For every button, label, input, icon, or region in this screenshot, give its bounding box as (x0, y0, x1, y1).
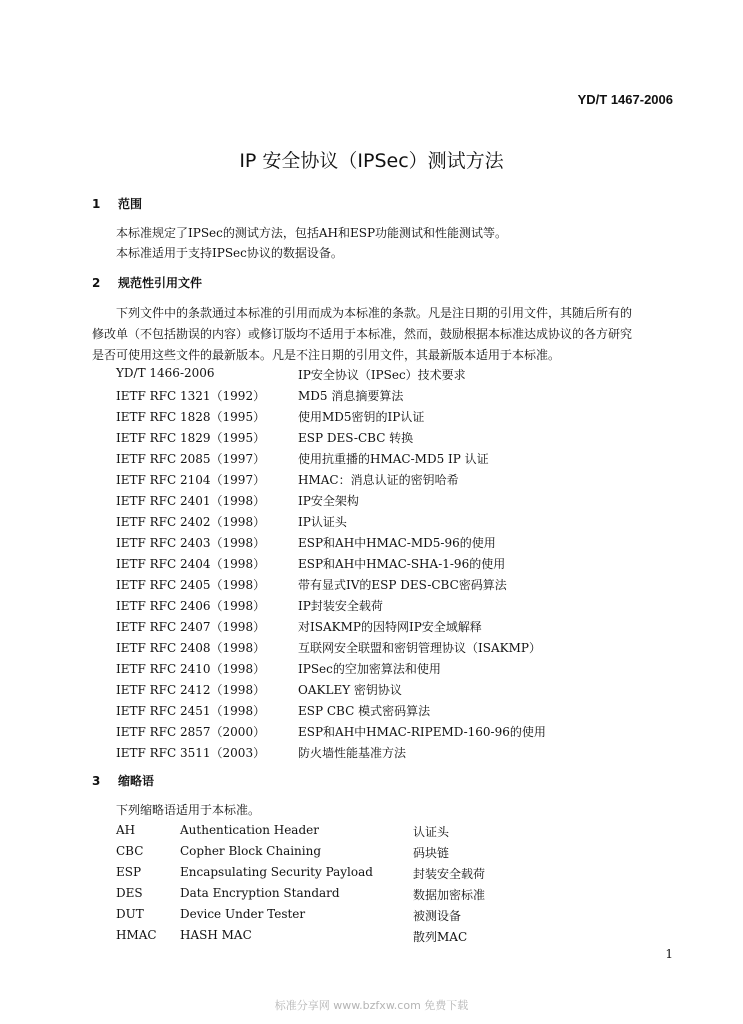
reference-name: IP封装安全载荷 (298, 599, 383, 613)
reference-name: IP安全协议（IPSec）技术要求 (298, 368, 466, 382)
reference-name: OAKLEY 密钥协议 (298, 683, 402, 697)
reference-code: IETF RFC 2402（1998） (116, 515, 266, 529)
abbreviation-chinese: 封装安全载荷 (413, 867, 486, 881)
reference-code: IETF RFC 2410（1998） (116, 662, 266, 676)
reference-name: 防火墙性能基准方法 (298, 746, 407, 760)
abbreviation-english: HASH MAC (180, 928, 252, 942)
reference-code: IETF RFC 2401（1998） (116, 494, 266, 508)
references-intro-line-2: 修改单（不包括勘误的内容）或修订版均不适用于本标准，然而，鼓励根据本标准达成协议的各方研究 (92, 327, 633, 341)
reference-code: IETF RFC 2406（1998） (116, 599, 266, 613)
abbreviation-chinese: 认证头 (413, 825, 450, 839)
scope-paragraph-2: 本标准适用于支持IPSec协议的数据设备。 (116, 246, 343, 260)
reference-name: ESP和AH中HMAC-RIPEMD-160-96的使用 (298, 725, 546, 739)
abbreviation: HMAC (116, 928, 157, 942)
reference-code: IETF RFC 2412（1998） (116, 683, 266, 697)
reference-code: IETF RFC 1321（1992） (116, 389, 266, 403)
reference-code: IETF RFC 2451（1998） (116, 704, 266, 718)
reference-code: IETF RFC 2407（1998） (116, 620, 266, 634)
reference-code: IETF RFC 2403（1998） (116, 536, 266, 550)
watermark-footer: 标准分享网 www.bzfxw.com 免费下载 (274, 999, 469, 1012)
reference-name: IPSec的空加密算法和使用 (298, 662, 441, 676)
reference-name: 互联网安全联盟和密钥管理协议（ISAKMP） (298, 641, 541, 655)
reference-code: IETF RFC 1829（1995） (116, 431, 266, 445)
reference-name: IP安全架构 (298, 494, 359, 508)
reference-name: ESP和AH中HMAC-SHA-1-96的使用 (298, 557, 506, 571)
document-title: IP 安全协议（IPSec）测试方法 (239, 150, 504, 172)
reference-code: IETF RFC 2857（2000） (116, 725, 266, 739)
reference-code: IETF RFC 2408（1998） (116, 641, 266, 655)
reference-code: IETF RFC 2104（1997） (116, 473, 266, 487)
reference-code: IETF RFC 2404（1998） (116, 557, 266, 571)
references-intro-line-1: 下列文件中的条款通过本标准的引用而成为本标准的条款。凡是注日期的引用文件，其随后所有的 (116, 306, 633, 320)
reference-name: 对ISAKMP的因特网IP安全域解释 (298, 620, 482, 634)
abbreviation: CBC (116, 844, 144, 858)
reference-name: IP认证头 (298, 515, 347, 529)
section-3-heading (92, 772, 154, 789)
section-title: 范围 (118, 197, 143, 211)
reference-name: HMAC：消息认证的密钥哈希 (298, 473, 459, 487)
section-number: 3 (92, 774, 101, 788)
reference-name: ESP CBC 模式密码算法 (298, 704, 431, 718)
abbreviation-english: Copher Block Chaining (180, 844, 322, 858)
reference-code: IETF RFC 2085（1997） (116, 452, 266, 466)
abbreviation-english: Authentication Header (180, 823, 319, 837)
reference-name: 使用抗重播的HMAC-MD5 IP 认证 (298, 452, 489, 466)
reference-name: 带有显式IV的ESP DES-CBC密码算法 (298, 578, 507, 592)
reference-code: YD/T 1466-2006 (116, 366, 215, 380)
reference-code: IETF RFC 1828（1995） (116, 410, 266, 424)
reference-name: ESP和AH中HMAC-MD5-96的使用 (298, 536, 496, 550)
reference-name: MD5 消息摘要算法 (298, 389, 404, 403)
abbreviation: AH (116, 823, 136, 837)
section-title: 缩略语 (118, 774, 155, 788)
section-number: 2 (92, 276, 101, 290)
abbreviation-chinese: 码块链 (413, 846, 450, 860)
abbreviation-chinese: 数据加密标准 (413, 888, 486, 902)
references-intro-line-3: 是否可使用这些文件的最新版本。凡是不注日期的引用文件，其最新版本适用于本标准。 (92, 348, 561, 362)
abbreviation-english: Encapsulating Security Payload (180, 865, 373, 879)
reference-code: IETF RFC 3511（2003） (116, 746, 266, 760)
abbreviation-chinese: 被测设备 (413, 909, 462, 923)
abbreviation-chinese: 散列MAC (413, 930, 468, 944)
section-title: 规范性引用文件 (118, 276, 203, 290)
reference-code: IETF RFC 2405（1998） (116, 578, 266, 592)
reference-name: ESP DES-CBC 转换 (298, 431, 414, 445)
scope-paragraph-1: 本标准规定了IPSec的测试方法，包括AH和ESP功能测试和性能测试等。 (116, 226, 508, 240)
section-2-heading (92, 274, 202, 291)
abbreviation: DUT (116, 907, 144, 921)
section-1-heading (92, 195, 142, 212)
abbreviations-intro: 下列缩略语适用于本标准。 (116, 803, 261, 817)
document-code: YD/T 1467-2006 (577, 92, 673, 107)
abbreviation: ESP (116, 865, 142, 879)
abbreviation: DES (116, 886, 143, 900)
abbreviation-english: Data Encryption Standard (180, 886, 340, 900)
section-number: 1 (92, 197, 101, 211)
reference-name: 使用MD5密钥的IP认证 (298, 410, 425, 424)
page-number: 1 (665, 947, 673, 961)
abbreviation-english: Device Under Tester (180, 907, 306, 921)
